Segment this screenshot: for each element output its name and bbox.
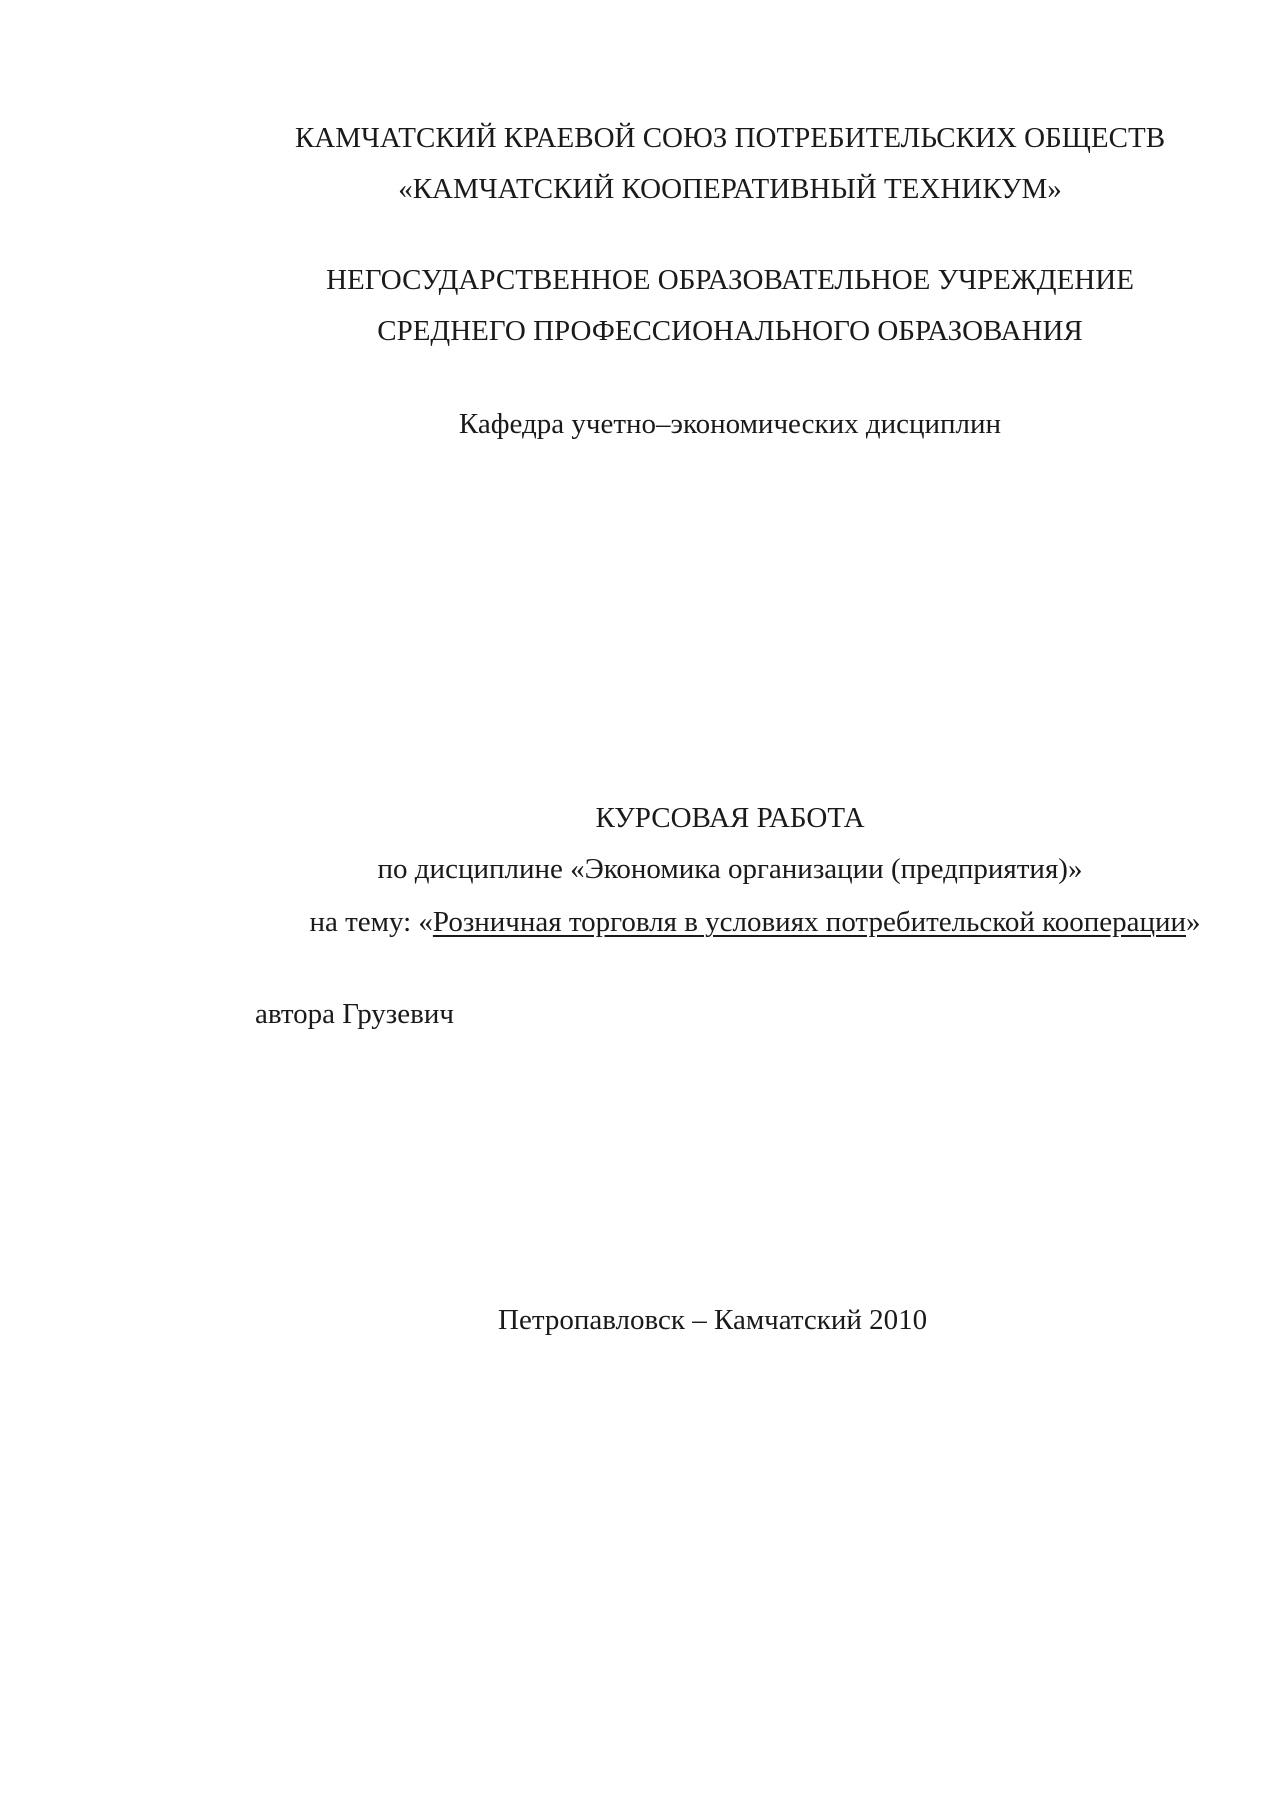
institution-level-line: СРЕДНЕГО ПРОФЕССИОНАЛЬНОГО ОБРАЗОВАНИЯ <box>377 315 1083 347</box>
organization-union-line: КАМЧАТСКИЙ КРАЕВОЙ СОЮЗ ПОТРЕБИТЕЛЬСКИХ ОБЩЕСТВ <box>294 122 1166 154</box>
author-line: автора Грузевич <box>255 998 454 1030</box>
discipline-line: по дисциплине «Экономика организации (предприятия)» <box>377 853 1083 885</box>
work-type-title: КУРСОВАЯ РАБОТА <box>595 802 865 834</box>
organization-technikum-line: «КАМЧАТСКИЙ КООПЕРАТИВНЫЙ ТЕХНИКУМ» <box>398 173 1062 205</box>
topic-line <box>255 908 1255 937</box>
institution-type-line: НЕГОСУДАРСТВЕННОЕ ОБРАЗОВАТЕЛЬНОЕ УЧРЕЖДЕНИЕ <box>326 264 1134 296</box>
topic-suffix: » <box>1186 906 1201 938</box>
topic-title: Розничная торговля в условиях потребительской кооперации <box>432 906 1187 938</box>
department-line: Кафедра учетно–экономических дисциплин <box>458 408 1002 440</box>
city-year-line: Петропавловск – Камчатский 2010 <box>498 1304 928 1336</box>
topic-prefix: на тему: « <box>309 906 433 938</box>
